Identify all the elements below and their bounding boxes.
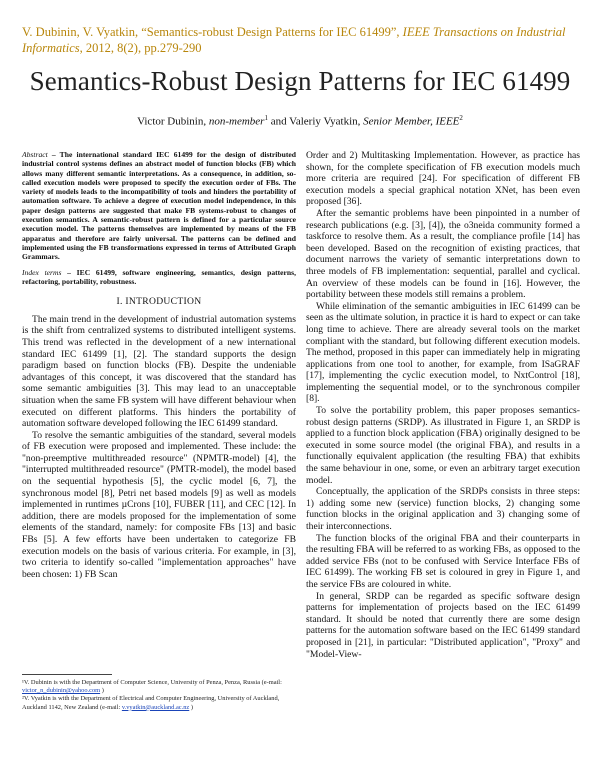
footnotes (22, 674, 296, 712)
author1-name: Victor Dubinin, (137, 115, 209, 128)
index-terms-text: – IEC 61499, software engineering, semantics, design patterns, refactoring, portability, robustness. (22, 267, 296, 286)
footnote-1-end: ) (100, 687, 104, 695)
author1-footnote-mark: 1 (264, 114, 268, 122)
author2-role: Senior Member, IEEE (363, 115, 460, 128)
abstract-label: Abstract (22, 150, 48, 159)
author2-footnote-mark: 2 (459, 114, 463, 122)
paper-title: Semantics-Robust Design Patterns for IEC 61499 (29, 66, 571, 96)
citation-header (22, 24, 582, 56)
right-paragraph-5: Conceptually, the application of the SRDPs consists in three steps: 1) adding some new (service) function blocks, 2) changing some function blocks in the original application and 3) changing some of their interconnections. (306, 486, 580, 532)
citation-details: , 2012, 8(2), pp.279-290 (79, 41, 202, 55)
right-paragraph-1: Order and 2) Multitasking Implementation. However, as practice has shown, for the complete specification of FB execution models much more criteria are required [24]. For specification of different FB execution models a special graphical notation XNet, has been even proposed [36]. (306, 150, 580, 208)
right-paragraph-2: After the semantic problems have been pinpointed in a number of research publications (e.g. [3], [4]), the o3neida community formed a taskforce to resolve them. As a result, the compliance profile [14] has been developed. Based on the recognition of existing practices, that document narrows the variety of semantic interpretations down to three models of FB implementation: sequential, parallel and cyclical. An overview of these models can be found in [16]. However, the portability between these models still remains a problem. (306, 207, 580, 301)
index-terms (22, 268, 296, 287)
right-paragraph-7: In general, SRDP can be regarded as specific software design patterns for implementation of projects based on the IEC 61499 standard. It should be noted that currently there are some design patterns for the automation software based on the IEC 61499 standard proposed in [21], in particular: "Distributed application", "Proxy" and "Model-View- (306, 590, 580, 660)
author2-name: and Valeriy Vyatkin, (267, 115, 364, 128)
right-paragraph-6: The function blocks of the original FBA and their counterparts in the resulting FBA will be referred to as working FBs, as opposed to the added service FBs (not to be confused with Service Interface FBs of IEC 61499). The working FB set is coloured in grey in Figure 1, and the service FBs are coloured in white. (306, 532, 580, 590)
citation-authors: V. Dubinin, V. Vyatkin, “Semantics-robust Design Patterns for IEC 61499”, (22, 25, 403, 39)
footnote-2 (22, 695, 296, 711)
intro-paragraph-1: The main trend in the development of industrial automation systems is the shift from centralized systems to distributed intelligent systems. This trend was reflected in the development of a new international standard IEC 61499 [1], [2]. The standard supports the design paradigm based on function blocks (FB). Despite the undeniable advantages of this concept, it was discovered that the standard has some semantic ambiguities [3]. This may lead to an unacceptable situation when the same FB system will have different behaviour when executed on different platforms. This hinders the portability of automation software developed following the IEC 61499 standard. (22, 313, 296, 430)
right-paragraph-4: To solve the portability problem, this paper proposes semantics-robust design patterns (SRDP). As illustrated in Figure 1, an SRDP is applied to a function block application (FBA) originally designed to be executed in some source model (the original FBA), and results in a functionally equivalent application (the resulting FBA) that exhibits the same behaviour in one, some, or even an arbitrary target execution model. (306, 405, 580, 486)
footnote-divider (22, 674, 112, 675)
section-heading-introduction: I. INTRODUCTION (116, 296, 202, 308)
right-column (306, 150, 580, 660)
footnote-2-end: ) (189, 703, 193, 711)
footnote-1-text: ¹V. Dubinin is with the Department of Computer Science, University of Penza, Penza, Russia (e-mail: (22, 679, 282, 686)
footnote-2-email-link[interactable]: v.vyatkin@auckland.ac.nz (121, 703, 190, 711)
footnote-1 (22, 679, 296, 695)
abstract-text: – The international standard IEC 61499 for the design of distributed industrial control systems defines an abstract model of function blocks (FB) which allows many different semantic interpretations. As a consequence, in addition, so-called execution models were proposed to specify the execution order of FBs. The variety of models leads to the incompatibility of tools and hinders the portability of automation software. To achieve a degree of execution model independence, in this paper design patterns are suggested that make FB systems-robust to changes of execution semantics. A semantic-robust pattern is defined for a particular source execution model. The patterns themselves are implemented by means of the FB apparatus and therefore are fairly universal. The patterns can be defined and implemented using the FB transformations expressed in terms of Attributed Graph Grammars. (22, 150, 296, 262)
intro-paragraph-2: To resolve the semantic ambiguities of the standard, several models of FB execution were proposed and implemented. These include: the "non-preemptive multithreaded resource" (NPMTR-model) [4], the "interrupted multithreaded resource" (PMTR-model), the model based on the sequential hypothesis [5], the cyclic model [6, 7], the synchronous model [8], Petri net based models [9] as well as models implemented in runtimes µCrons [10], FUBER [11], and CEC [12]. In addition, there are models proposed for the implementation of some elements of the standard, namely: for composite FBs [13] and basic FBs [5]. A few efforts have been undertaken to categorize FB execution models on the basis of various criteria. For example, in [3], two criteria to identify so-called "implementation approaches" have been chosen: 1) FB Scan (22, 429, 296, 580)
citation-journal: IEEE Transactions on Industrial Informatics (22, 25, 566, 55)
author-line (0, 114, 600, 128)
author1-role: non-member (208, 115, 265, 128)
abstract (22, 150, 296, 262)
index-terms-label: Index terms (22, 267, 62, 277)
footnote-1-email-link[interactable]: victor_n_dubinin@yahoo.com (22, 687, 101, 695)
right-paragraph-3: While elimination of the semantic ambiguities in IEC 61499 can be seen as the ultimate solution, in practice it is hard to expect or can take long time to achieve. There are already several tools on the market compliant with the standard, but following different execution models. The method, proposed in this paper can immediately help in migrating applications from one tool to another, for example, from ISaGRAF [17], implementing the cyclic execution model, to NxtControl [18], implementing the sequential model, or to the synchronous compiler [8]. (306, 300, 580, 405)
left-column (22, 150, 296, 580)
footnote-2-text: ²V. Vyatkin is with the Department of Electrical and Computer Engineering, University of Auckland, Auckland 1142, New Zealand (e-mail: (22, 695, 280, 711)
